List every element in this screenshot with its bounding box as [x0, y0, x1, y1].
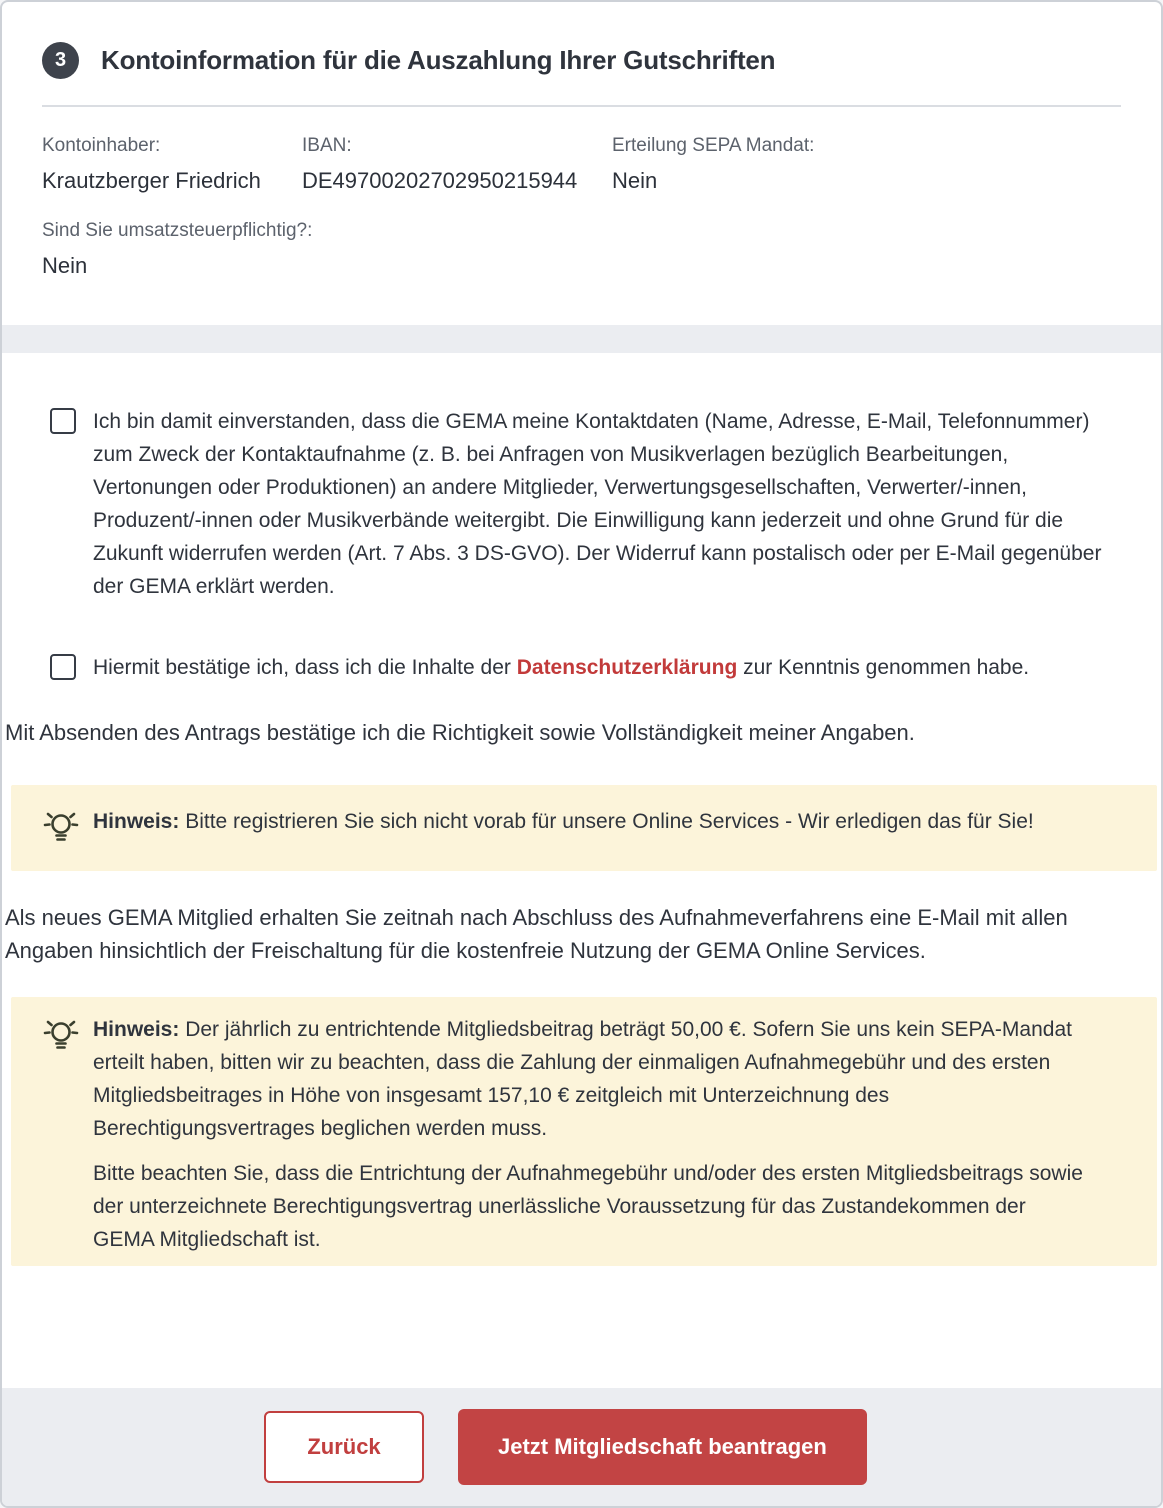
- hint-label: Hinweis:: [93, 1018, 180, 1041]
- hint-text-fees-1: [93, 1013, 1083, 1145]
- submit-membership-button[interactable]: Jetzt Mitgliedschaft beantragen: [458, 1409, 867, 1485]
- field-label: Kontoinhaber:: [42, 135, 161, 156]
- new-member-info-paragraph: Als neues GEMA Mitglied erhalten Sie zeitnah nach Abschluss des Aufnahmeverfahrens eine E-Mail mit allen Angaben hinsichtlich der Freischaltung für die kostenfreie Nutzung der GEMA Online Services.: [5, 905, 1068, 963]
- privacy-policy-label: [93, 651, 1029, 684]
- step-number-badge: 3: [42, 42, 79, 79]
- confirmation-statement: Mit Absenden des Antrags bestätige ich die Richtigkeit sowie Vollständigkeit meiner Angaben.: [5, 720, 915, 745]
- footer-action-bar: [2, 1388, 1161, 1506]
- field-value: Nein: [612, 168, 658, 193]
- field-value: Krautzberger Friedrich: [42, 168, 261, 193]
- privacy-text-after: zur Kenntnis genommen habe.: [737, 656, 1030, 679]
- hint-body: [93, 1013, 1083, 1256]
- field-value: Nein: [42, 253, 88, 278]
- section-header: [42, 42, 1121, 79]
- contact-sharing-label: Ich bin damit einverstanden, dass die GEMA meine Kontaktdaten (Name, Adresse, E-Mail, Telefonnummer) zum Zweck der Kontaktaufnahme (z. B. bei Anfragen von Musikverlagen bezüglich Bearbeitungen, Vertonungen oder Produktionen) an andere Mitglieder, Verwertungsgesellschaften, Verwerter/-innen, Produzent/-innen oder Musikverbände weitergibt. Die Einwilligung kann jederzeit und ohne Grund für die Zukunft widerrufen werden (Art. 7 Abs. 3 DS-GVO). Der Widerruf kann postalisch oder per E-Mail gegenüber der GEMA erklärt werden.: [93, 410, 1102, 598]
- back-button[interactable]: Zurück: [264, 1411, 424, 1483]
- consent-section: [2, 353, 1161, 716]
- hint-message: Der jährlich zu entrichtende Mitgliedsbeitrag beträgt 50,00 €. Sofern Sie uns kein SEPA-Mandat erteilt haben, bitten wir zu beachten, dass die Zahlung der einmaligen Aufnahmegebühr und des ersten Mitgliedsbeitrages in Höhe von insgesamt 157,10 € zeitgleich mit Unterzeichnung des Berechtigungsvertrages beglichen werden muss.: [93, 1018, 1072, 1140]
- field-umsatzsteuerpflichtig: [42, 220, 1121, 325]
- hint-text-fees-2: Bitte beachten Sie, dass die Entrichtung der Aufnahmegebühr und/oder des ersten Mitgliedsbeitrags sowie der unterzeichnete Berechtigungsvertrag unerlässliche Voraussetzung für das Zustandekommen der GEMA Mitgliedschaft ist.: [93, 1162, 1083, 1251]
- account-fields-row: [42, 135, 1121, 194]
- datenschutzerklaerung-link[interactable]: Datenschutzerklärung: [516, 656, 738, 679]
- header-divider: [42, 105, 1121, 107]
- lightbulb-icon: [41, 1015, 81, 1059]
- field-label: Sind Sie umsatzsteuerpflichtig?:: [42, 220, 313, 241]
- consent-row-privacy-policy: [50, 651, 1106, 684]
- field-kontoinhaber: [42, 135, 302, 194]
- field-iban: [302, 135, 612, 194]
- contact-sharing-checkbox[interactable]: [50, 408, 76, 434]
- field-sepa-mandat: [612, 135, 1121, 194]
- hint-text: [93, 805, 1034, 838]
- hint-box-online-services: [11, 785, 1157, 871]
- field-label: IBAN:: [302, 135, 352, 156]
- hint-box-fees: [11, 997, 1157, 1266]
- hint-message: Bitte registrieren Sie sich nicht vorab für unsere Online Services - Wir erledigen das für Sie!: [179, 810, 1034, 833]
- privacy-policy-checkbox[interactable]: [50, 654, 76, 680]
- lightbulb-icon: [41, 807, 81, 851]
- hint-label: Hinweis:: [93, 810, 180, 833]
- section-title: Kontoinformation für die Auszahlung Ihrer Gutschriften: [101, 45, 776, 75]
- field-value: DE49700202702950215944: [302, 168, 578, 193]
- section-separator-band: [2, 325, 1161, 353]
- field-label: Erteilung SEPA Mandat:: [612, 135, 815, 156]
- spacer: [2, 1266, 1161, 1328]
- consent-row-contact-sharing: [50, 405, 1106, 603]
- section-kontoinformation: [2, 2, 1161, 325]
- privacy-text-before: Hiermit bestätige ich, dass ich die Inhalte der: [93, 656, 517, 679]
- hint-body: [93, 805, 1034, 838]
